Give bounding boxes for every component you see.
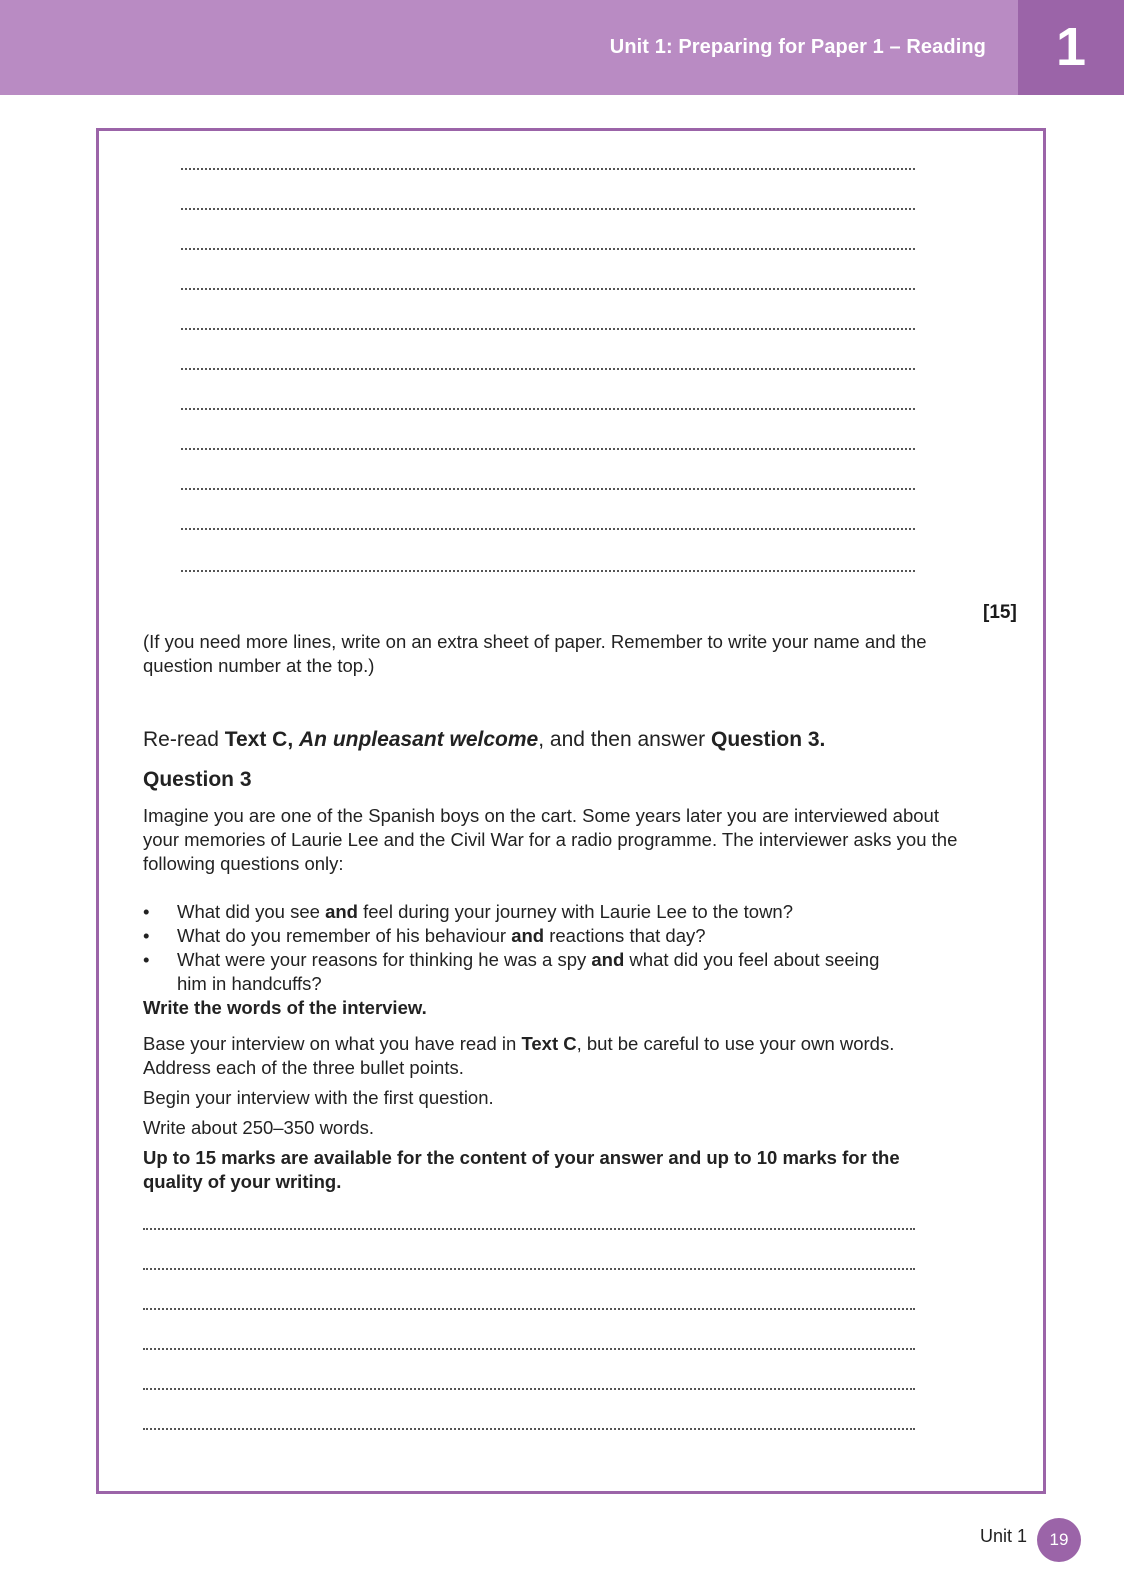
bullet-emphasis: and <box>325 901 358 922</box>
answer-line[interactable] <box>143 1228 915 1230</box>
reread-instruction <box>143 728 1003 752</box>
reread-prefix: Re-read <box>143 728 225 751</box>
bullet-symbol: • <box>143 949 150 970</box>
reread-middle: , and then answer <box>538 728 712 751</box>
answer-line[interactable] <box>181 528 915 530</box>
begin-instruction: Begin your interview with the first question. <box>143 1087 494 1108</box>
extra-lines-note: (If you need more lines, write on an extra sheet of paper. Remember to write your name and the question number at the top.) <box>143 631 927 676</box>
bullet-text: what did you feel about seeing him in handcuffs? <box>177 949 880 994</box>
question-3-bullets <box>143 900 943 996</box>
header-title: Unit 1: Preparing for Paper 1 – Reading <box>609 36 986 58</box>
bullet-symbol: • <box>143 901 150 922</box>
answer-line[interactable] <box>181 168 915 170</box>
bullet-emphasis: and <box>591 949 625 970</box>
reread-title: An unpleasant welcome <box>299 728 539 751</box>
answer-line[interactable] <box>181 368 915 370</box>
bullet-item <box>143 948 943 996</box>
bullet-item <box>143 924 943 948</box>
bullet-text: What did you see <box>177 901 326 922</box>
answer-line[interactable] <box>181 288 915 290</box>
length-instruction: Write about 250–350 words. <box>143 1117 375 1138</box>
answer-line[interactable] <box>181 208 915 210</box>
answer-line[interactable] <box>181 448 915 450</box>
answer-line[interactable] <box>181 248 915 250</box>
base-instruction <box>143 1032 943 1080</box>
header-bar <box>0 0 1124 95</box>
bullet-text: reactions that day? <box>544 925 706 946</box>
unit-number-tab: 1 <box>1018 0 1124 95</box>
answer-line[interactable] <box>181 488 915 490</box>
reread-text-ref: Text C, <box>224 728 299 751</box>
footer-unit-label: Unit 1 <box>980 1526 1028 1546</box>
marks-note: Up to 15 marks are available for the content of your answer and up to 10 marks for the quality of your writing. <box>143 1147 900 1192</box>
bullet-text: What do you remember of his behaviour <box>177 925 512 946</box>
reread-question-ref: Question 3. <box>711 728 826 751</box>
bullet-symbol: • <box>143 925 150 946</box>
answer-line[interactable] <box>143 1428 915 1430</box>
question-3-heading: Question 3 <box>143 768 252 791</box>
question-3-intro: Imagine you are one of the Spanish boys on the cart. Some years later you are interviewed about your memories of Laurie Lee and the Civil War for a radio programme. The interviewer asks you the following questions only: <box>143 805 958 874</box>
bullet-emphasis: and <box>511 925 545 946</box>
base-text-ref: Text C <box>521 1033 577 1054</box>
page-number: 19 <box>1037 1518 1081 1562</box>
base-text: , but be careful to use your own words. Address each of the three bullet points. <box>143 1033 895 1078</box>
answer-line[interactable] <box>181 408 915 410</box>
bullet-text: feel during your journey with Laurie Lee to the town? <box>357 901 794 922</box>
bullet-item <box>143 900 943 924</box>
answer-line[interactable] <box>143 1348 915 1350</box>
bullet-text: What were your reasons for thinking he was a spy <box>177 949 592 970</box>
answer-line[interactable] <box>181 328 915 330</box>
marks-label: [15] <box>983 602 1017 623</box>
answer-line[interactable] <box>143 1308 915 1310</box>
write-instruction: Write the words of the interview. <box>143 997 427 1018</box>
base-text: Base your interview on what you have read in <box>143 1033 522 1054</box>
answer-line[interactable] <box>143 1388 915 1390</box>
answer-line[interactable] <box>143 1268 915 1270</box>
answer-line[interactable] <box>181 570 915 572</box>
